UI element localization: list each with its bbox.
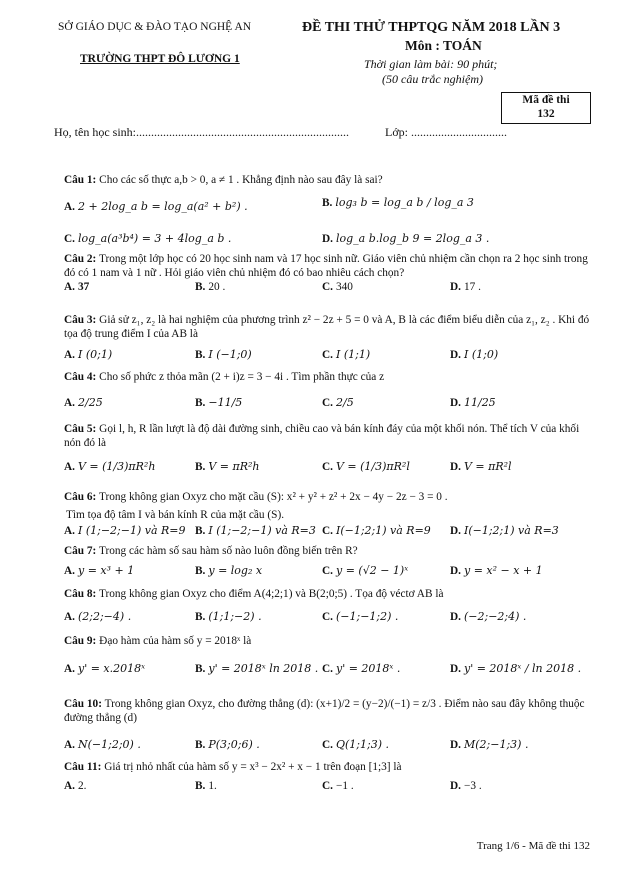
- q6-option-a: A. I (1;−2;−1) và R=9: [64, 524, 186, 537]
- q6-option-c: C. I(−1;2;1) và R=9: [322, 524, 431, 537]
- q3-option-a: A. I (0;1): [64, 348, 113, 361]
- question-5: Câu 5: Gọi l, h, R lần lượt là độ dài đường sinh, chiều cao và bán kính đáy của một khối nón. Thể tích V của khối nón đó là: [64, 423, 580, 449]
- q5-option-d: D. V = πR²l: [450, 460, 512, 473]
- q9-option-c: C. y' = 2018ˣ .: [322, 662, 401, 675]
- question-number: Câu 1:: [64, 174, 97, 186]
- question-count: (50 câu trắc nghiệm): [382, 72, 483, 86]
- subject: Môn : TOÁN: [405, 38, 482, 53]
- q4-option-c: C. 2/5: [322, 396, 354, 409]
- q8-option-a: A. (2;2;−4) .: [64, 610, 132, 623]
- exam-code-value: 132: [537, 108, 555, 120]
- question-1: [64, 173, 592, 187]
- q3-option-c: C. I (1;1): [322, 348, 371, 361]
- department-name: SỞ GIÁO DỤC & ĐÀO TẠO NGHỆ AN: [58, 21, 252, 33]
- class-field: Lớp: ................................: [385, 125, 508, 139]
- question-8: Câu 8: Trong không gian Oxyz cho điểm A(4;2;1) và B(2;0;5) . Tọa độ véctơ AB là: [64, 588, 444, 600]
- question-11: Câu 11: Giá trị nhỏ nhất của hàm số y = x³ − 2x² + x − 1 trên đoạn [1;3] là: [64, 761, 402, 773]
- q7-option-b: B. y = log₂ x: [195, 564, 263, 577]
- q4-option-d: D. 11/25: [450, 396, 496, 409]
- school-name: TRƯỜNG THPT ĐÔ LƯƠNG 1: [80, 53, 240, 65]
- q7-option-c: C. y = (√2 − 1)ˣ: [322, 564, 409, 577]
- q9-option-a: A. y' = x.2018ˣ: [64, 662, 146, 675]
- q9-option-d: D. y' = 2018ˣ / ln 2018 .: [450, 662, 582, 675]
- q11-option-c: C. −1 .: [322, 780, 354, 792]
- q7-option-a: A. y = x³ + 1: [64, 564, 135, 577]
- exam-code-label: Mã đề thi: [522, 94, 570, 106]
- question-2: Câu 2: Trong một lớp học có 20 học sinh nam và 17 học sinh nữ. Giáo viên chủ nhiệm cần chọn ra 2 học sinh trong đó có 1 nam và 1 nữ . Hỏi giáo viên chủ nhiệm đó có bao nhiêu cách chọn?: [64, 253, 588, 279]
- student-name-field: Họ, tên học sinh:.......................................................................: [54, 125, 349, 139]
- q10-option-a: A. N(−1;2;0) .: [64, 738, 141, 751]
- q1-option-b: B. log₃ b = log_a b / log_a 3: [322, 196, 474, 209]
- time-limit: Thời gian làm bài: 90 phút;: [364, 57, 498, 71]
- q3-option-b: B. I (−1;0): [195, 348, 252, 361]
- q5-option-a: A. V = (1/3)πR²h: [64, 460, 156, 473]
- q1-option-a: A. 2 + 2log_a b = log_a(a² + b²) .: [64, 200, 248, 213]
- q9-option-b: B. y' = 2018ˣ ln 2018 .: [195, 662, 319, 675]
- q8-option-c: C. (−1;−1;2) .: [322, 610, 399, 623]
- q8-option-d: D. (−2;−2;4) .: [450, 610, 527, 623]
- q10-option-d: D. M(2;−1;3) .: [450, 738, 529, 751]
- q6-option-d: D. I(−1;2;1) và R=3: [450, 524, 559, 537]
- q11-option-d: D. −3 .: [450, 780, 482, 792]
- question-6: Câu 6: Trong không gian Oxyz cho mặt cầu (S): x² + y² + z² + 2x − 4y − 2z − 3 = 0 .: [64, 491, 448, 503]
- q5-option-b: B. V = πR²h: [195, 460, 260, 473]
- q7-option-d: D. y = x² − x + 1: [450, 564, 543, 577]
- question-10: Câu 10: Trong không gian Oxyz, cho đường thẳng (d): (x+1)/2 = (y−2)/(−1) = z/3 . Điểm nào sau đây không thuộc đường thẳng (d): [64, 698, 585, 724]
- question-6-subtext: Tìm tọa độ tâm I và bán kính R của mặt cầu (S).: [66, 509, 285, 521]
- question-4: Câu 4: Cho số phức z thỏa mãn (2 + i)z = 3 − 4i . Tìm phần thực của z: [64, 371, 385, 383]
- q2-option-b: B. 20 .: [195, 281, 226, 293]
- q11-option-b: B. 1.: [195, 780, 217, 792]
- question-3: Câu 3: Giả sử z₁, z₂ là hai nghiệm của phương trình z² − 2z + 5 = 0 và A, B là các điểm biểu diễn của z₁, z₂ . Khi đó tọa độ trung điểm I của AB là: [64, 314, 590, 340]
- q1-option-c: C. log_a(a³b⁴) = 3 + 4log_a b .: [64, 232, 232, 245]
- q6-option-b: B. I (1;−2;−1) và R=3: [195, 524, 316, 537]
- q2-option-d: D. 17 .: [450, 281, 481, 293]
- question-7: Câu 7: Trong các hàm số sau hàm số nào luôn đồng biến trên R?: [64, 545, 358, 557]
- q5-option-c: C. V = (1/3)πR²l: [322, 460, 410, 473]
- q1-option-d: D. log_a b.log_b 9 = 2log_a 3 .: [322, 232, 490, 245]
- exam-code-box: [501, 92, 591, 124]
- question-9: Câu 9: Đạo hàm của hàm số y = 2018ˣ là: [64, 635, 252, 647]
- q3-option-d: D. I (1;0): [450, 348, 499, 361]
- exam-title: ĐỀ THI THỬ THPTQG NĂM 2018 LẦN 3: [302, 20, 561, 35]
- q11-option-a: A. 2.: [64, 780, 87, 792]
- q2-option-a: A. 37: [64, 281, 90, 293]
- q10-option-b: B. P(3;0;6) .: [195, 738, 260, 751]
- q4-option-b: B. −11/5: [195, 396, 243, 409]
- page-footer: Trang 1/6 - Mã đề thi 132: [476, 840, 590, 852]
- q10-option-c: C. Q(1;1;3) .: [322, 738, 389, 751]
- q2-option-c: C. 340: [322, 281, 353, 293]
- q4-option-a: A. 2/25: [64, 396, 103, 409]
- question-text: Cho các số thực a,b > 0, a ≠ 1 . Khẳng định nào sau đây là sai?: [99, 174, 383, 186]
- q8-option-b: B. (1;1;−2) .: [195, 610, 262, 623]
